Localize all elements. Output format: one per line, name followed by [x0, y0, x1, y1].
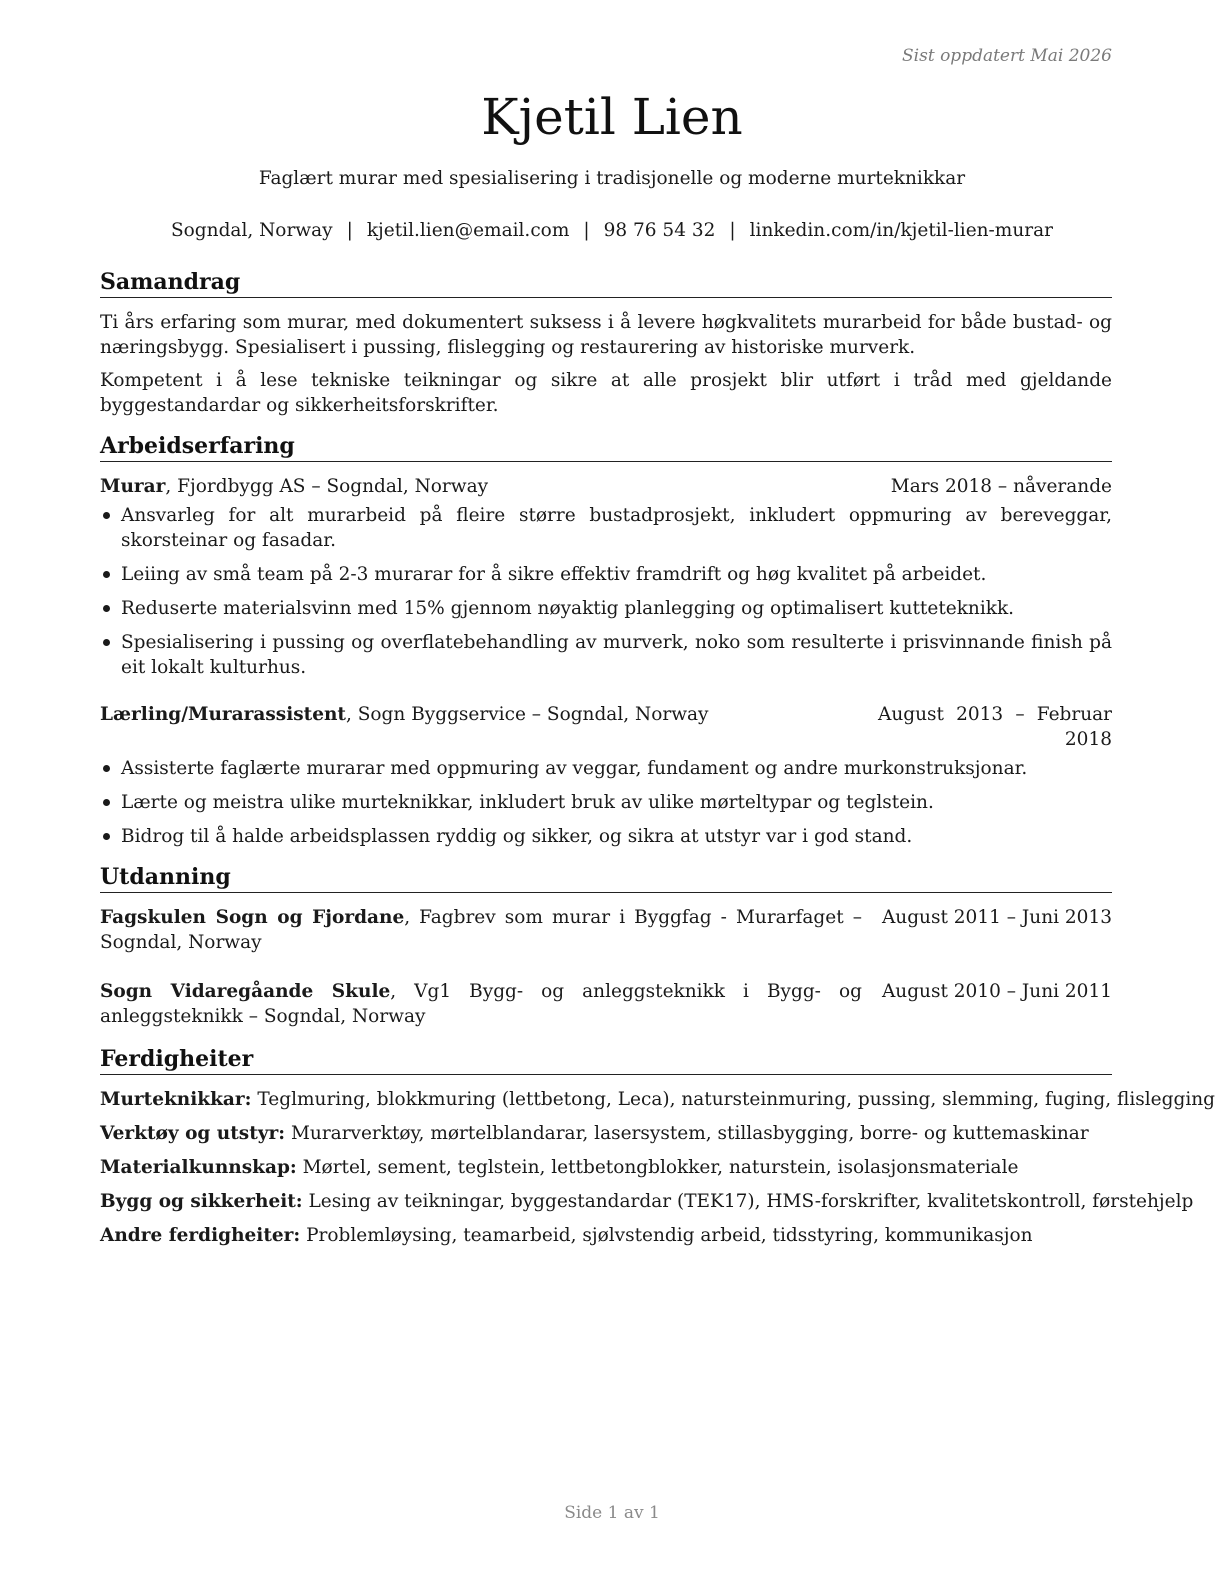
- skill-row: [100, 1087, 1215, 1112]
- skill-value: Murarverktøy, mørtelblandarar, lasersystem, stillasbygging, borre- og kuttemaskinar: [285, 1123, 1089, 1144]
- education-entry: [100, 979, 1112, 1029]
- job-bullets: [100, 756, 1112, 849]
- contact-separator: |: [729, 220, 736, 241]
- job-title-line: [100, 702, 858, 727]
- skill-label: Murteknikkar:: [100, 1089, 252, 1110]
- job-company: , Fjordbygg AS – Sogndal, Norway: [165, 476, 489, 497]
- education-text: [100, 905, 862, 955]
- summary-section: [100, 268, 1112, 418]
- list-item: Assisterte faglærte murarar med oppmuring av veggar, fundament og andre murkonstruksjonar.: [100, 756, 1112, 781]
- education-details: , Fagbrev som murar i Byggfag - Murarfaget – Sogndal, Norway: [100, 907, 862, 953]
- last-updated: Sist oppdatert Mai 2026: [902, 46, 1112, 66]
- job-company: , Sogn Byggservice – Sogndal, Norway: [345, 704, 709, 725]
- skills-section: [100, 1045, 1215, 1248]
- job-bullets: [100, 503, 1112, 680]
- experience-section: [100, 432, 1112, 849]
- education-title: Utdanning: [100, 863, 1112, 893]
- skill-value: Mørtel, sement, teglstein, lettbetongblokker, naturstein, isolasjonsmateriale: [296, 1157, 1019, 1178]
- skill-row: [100, 1121, 1112, 1146]
- page-number: Side 1 av 1: [564, 1503, 660, 1523]
- job-dates: August 2013 – Februar 2018: [878, 704, 1112, 750]
- list-item: Lærte og meistra ulike murteknikkar, inkludert bruk av ulike mørteltypar og teglstein.: [100, 790, 1112, 815]
- education-dates: August 2010 – Juni 2011: [881, 981, 1112, 1002]
- skill-value: Teglmuring, blokkmuring (lettbetong, Leca), natursteinmuring, pussing, slemming, fuging, flislegging: [251, 1089, 1215, 1110]
- experience-title: Arbeidserfaring: [100, 432, 1112, 462]
- job-dates: Mars 2018 – nåverande: [890, 476, 1112, 497]
- contact-separator: |: [346, 220, 353, 241]
- job-role: Murar: [100, 476, 166, 497]
- skill-label: Bygg og sikkerheit:: [100, 1191, 303, 1212]
- skill-label: Materialkunnskap:: [100, 1157, 297, 1178]
- job-header: [100, 702, 1112, 752]
- skill-label: Verktøy og utstyr:: [100, 1123, 286, 1144]
- skill-row: [100, 1189, 1194, 1214]
- education-section: [100, 863, 1112, 1029]
- list-item: Leiing av små team på 2-3 murarar for å sikre effektiv framdrift og høg kvalitet på arbeidet.: [100, 562, 1112, 587]
- contact-line: [0, 218, 1224, 243]
- candidate-name: Kjetil Lien: [481, 88, 743, 146]
- skill-value: Lesing av teikningar, byggestandardar (TEK17), HMS-forskrifter, kvalitetskontroll, førstehjelp: [302, 1191, 1194, 1212]
- contact-linkedin[interactable]: linkedin.com/in/kjetil-lien-murar: [749, 220, 1053, 241]
- skill-value: Problemløysing, teamarbeid, sjølvstendig arbeid, tidsstyring, kommunikasjon: [300, 1225, 1033, 1246]
- summary-title: Samandrag: [100, 268, 1112, 298]
- education-dates: August 2011 – Juni 2013: [881, 907, 1112, 928]
- skill-row: [100, 1155, 1112, 1180]
- contact-phone[interactable]: 98 76 54 32: [603, 220, 716, 241]
- education-school: Fagskulen Sogn og Fjordane: [100, 907, 405, 928]
- job-header: [100, 474, 1112, 499]
- list-item: Bidrog til å halde arbeidsplassen ryddig og sikker, og sikra at utstyr var i god stand.: [100, 824, 1112, 849]
- contact-separator: |: [583, 220, 590, 241]
- skills-title: Ferdigheiter: [100, 1045, 1112, 1075]
- education-entry: [100, 905, 1112, 955]
- list-item: Reduserte materialsvinn med 15% gjennom nøyaktig planlegging og optimalisert kutteteknikk.: [100, 596, 1112, 621]
- resume-content: [100, 268, 1215, 1262]
- contact-email[interactable]: kjetil.lien@email.com: [366, 220, 570, 241]
- tagline: Faglært murar med spesialisering i tradisjonelle og moderne murteknikkar: [258, 168, 966, 189]
- education-details: , Vg1 Bygg- og anleggsteknikk i Bygg- og anleggsteknikk – Sogndal, Norway: [100, 981, 862, 1027]
- list-item: Ansvarleg for alt murarbeid på fleire større bustadprosjekt, inkludert oppmuring av bereveggar, skorsteinar og fasadar.: [100, 503, 1112, 553]
- contact-location: Sogndal, Norway: [171, 220, 333, 241]
- skill-row: [100, 1223, 1112, 1248]
- education-text: [100, 979, 862, 1029]
- job-role: Lærling/Murarassistent: [100, 704, 346, 725]
- education-school: Sogn Vidaregåande Skule: [100, 981, 391, 1002]
- job-entry: [100, 474, 1112, 680]
- summary-paragraph: Kompetent i å lese tekniske teikningar og sikre at alle prosjekt blir utført i tråd med gjeldande byggestandardar og sikkerheitsforskrifter.: [100, 370, 1112, 416]
- list-item: Spesialisering i pussing og overflatebehandling av murverk, noko som resulterte i prisvinnande finish på eit lokalt kulturhus.: [100, 630, 1112, 680]
- job-entry: [100, 702, 1112, 849]
- summary-paragraph: Ti års erfaring som murar, med dokumentert suksess i å levere høgkvalitets murarbeid for både bustad- og næringsbygg. Spesialisert i pussing, flislegging og restaurering av historiske murverk.: [100, 312, 1112, 358]
- job-title-line: [100, 474, 871, 499]
- skill-label: Andre ferdigheiter:: [100, 1225, 301, 1246]
